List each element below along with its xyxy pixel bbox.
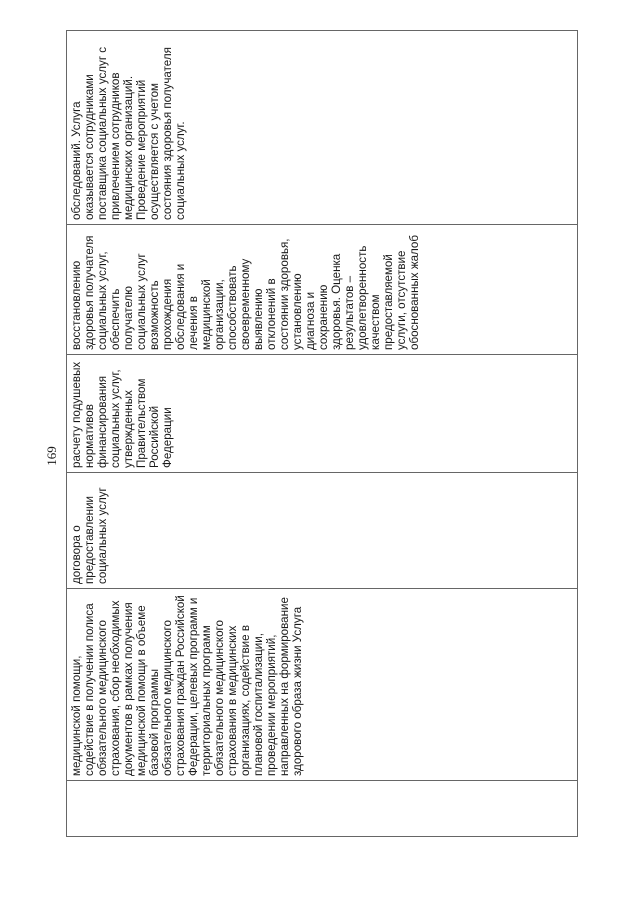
cell-text: обследований. Услуга оказывается сотрудниками поставщика социальных услуг с привлечением сотрудников медицинских организаций. Проведение мероприятий осуществляется с учетом состояния здоровья получателя социальных услуг.: [70, 46, 187, 220]
cell-text: расчету подушевых нормативов финансирования социальных услуг, утвержденных Правительством Российской Федерации: [70, 361, 174, 468]
table-cell-service-description: [67, 589, 578, 781]
table-cell-results: [67, 225, 578, 355]
cell-text: восстановлению здоровья получателя социальных услуг, обеспечить получателю социальных услуг возможность прохождения обследования и лечения в медицинской организации, способствовать своевременному выявлению отклонений в состоянии здоровья, установлению диагноза и сохранению здоровья. Оценка результатов – удовлетворенность качеством предоставляемой услуги, отсутствие обоснованных жалоб: [70, 234, 421, 350]
cell-text: медицинской помощи, содействие в получении полиса обязательного медицинского страхования, сбор необходимых документов в рамках получения медицинской помощи в объеме базовой программы обязательного медицинского страхования граждан Российской Федерации, целевых программ и территориальных программ обязательного медицинского страхования в медицинских организациях, содействие в плановой госпитализации, проведении мероприятий, направленных на формирование здорового образа жизни Услуга: [70, 595, 304, 776]
table-cell-contract: [67, 473, 578, 589]
table-cell-conditions: [67, 31, 578, 225]
rotated-table-container: [66, 31, 578, 837]
table-cell-number: [67, 781, 578, 837]
table-cell-normatives: [67, 355, 578, 473]
cell-text: договора о предоставлении социальных услуг: [70, 487, 109, 584]
page-number: 169: [44, 446, 59, 466]
services-table: [66, 30, 578, 837]
table-row: [67, 31, 578, 837]
